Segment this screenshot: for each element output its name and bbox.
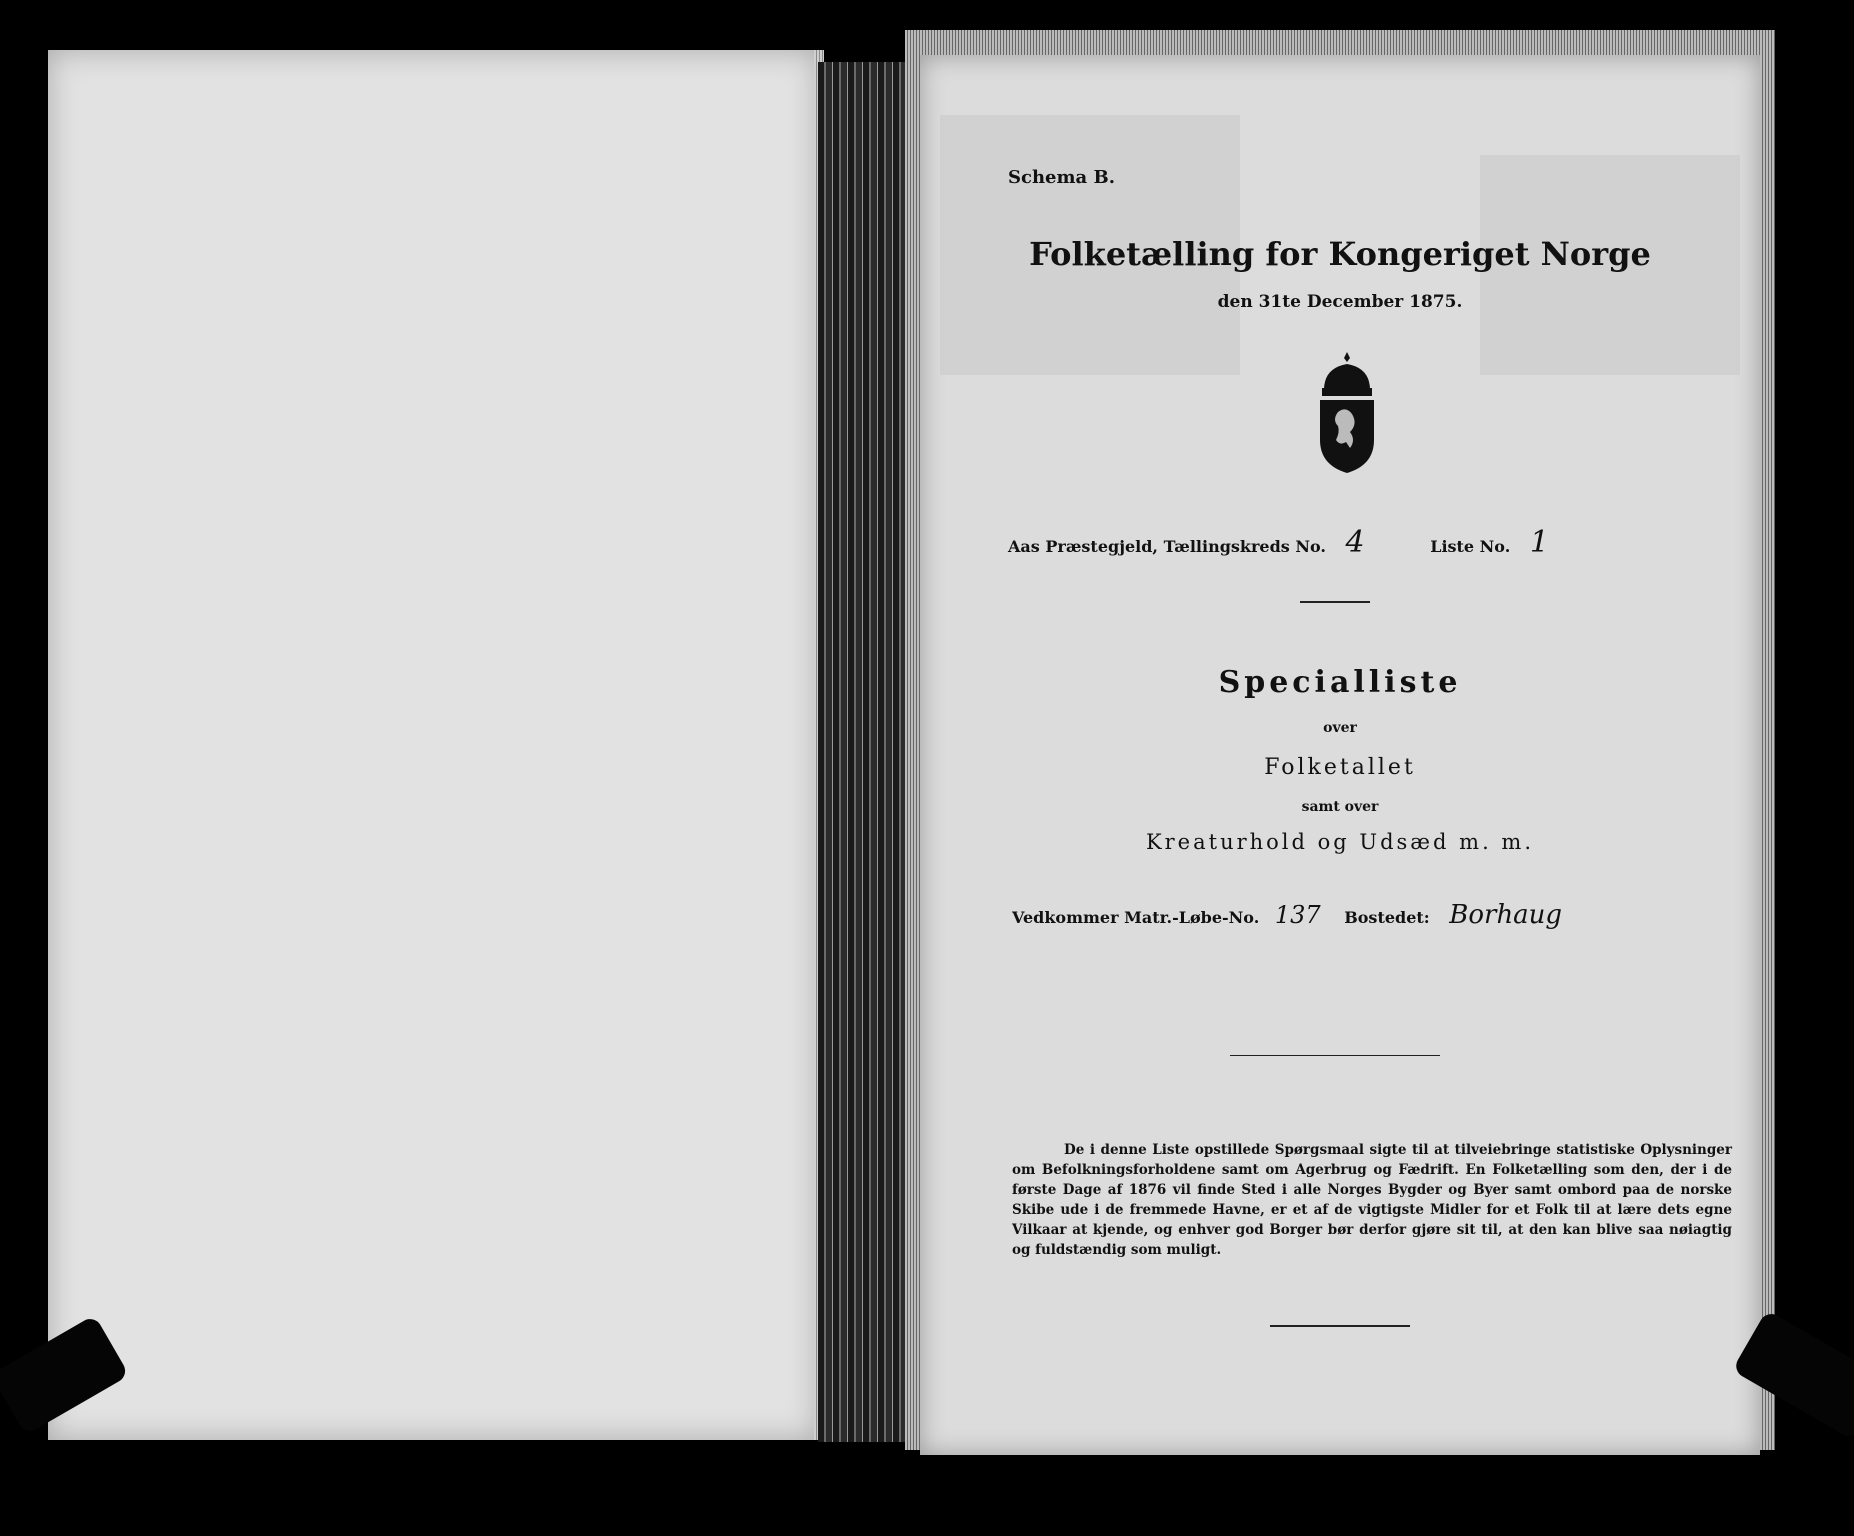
- norway-coat-of-arms-icon: [1312, 350, 1382, 475]
- prestegjeld-label: Aas Præstegjeld,: [1008, 537, 1158, 556]
- over-text-1: over: [1323, 720, 1357, 736]
- folketallet-text: Folketallet: [1264, 755, 1416, 780]
- divider-middle: [1230, 1055, 1440, 1056]
- liste-number: 1: [1529, 525, 1549, 560]
- form-title: Folketælling for Kongeriget Norge: [1029, 235, 1651, 273]
- samt-over-text: samt over: [1301, 799, 1379, 815]
- bosted-value: Borhaug: [1449, 900, 1563, 930]
- specialliste-heading: Specialliste: [1218, 665, 1462, 700]
- bosted-label: Bostedet:: [1344, 908, 1430, 927]
- matrikkel-line: [1012, 900, 1562, 930]
- left-blank-page: [48, 50, 818, 1440]
- kreds-number: 4: [1345, 525, 1365, 560]
- census-date: den 31te December 1875.: [1217, 292, 1463, 312]
- instruction-paragraph: De i denne Liste opstillede Spørgsmaal sigte til at tilveiebringe statistiske Oplysninger om Befolkningsforholdene samt om Agerbrug og Fædrift. En Folketælling som den, der i de første Dage af 1876 vil finde Sted i alle Norges Bygder og Byer samt ombord paa de norske Skibe ude i de fremmede Havne, er et af de vigtigste Midler for et Folk til at lære dets egne Vilkaar at kjende, og enhver god Borger bør derfor gjøre sit til, at den kan blive saa nøiagtig og fuldstændig som muligt.: [1012, 1142, 1732, 1258]
- book-spine: [818, 62, 913, 1442]
- schema-label: Schema B.: [1008, 167, 1115, 188]
- divider-top: [1300, 601, 1370, 603]
- census-form-page: [920, 55, 1760, 1455]
- matr-number: 137: [1274, 901, 1321, 929]
- district-line: [1008, 525, 1549, 560]
- divider-bottom: [1270, 1325, 1410, 1327]
- liste-label: Liste No.: [1430, 537, 1511, 556]
- kreaturhold-text: Kreaturhold og Udsæd m. m.: [1145, 830, 1535, 854]
- matr-label: Vedkommer Matr.-Løbe-No.: [1012, 908, 1260, 927]
- kreds-label: Tællingskreds No.: [1163, 537, 1326, 556]
